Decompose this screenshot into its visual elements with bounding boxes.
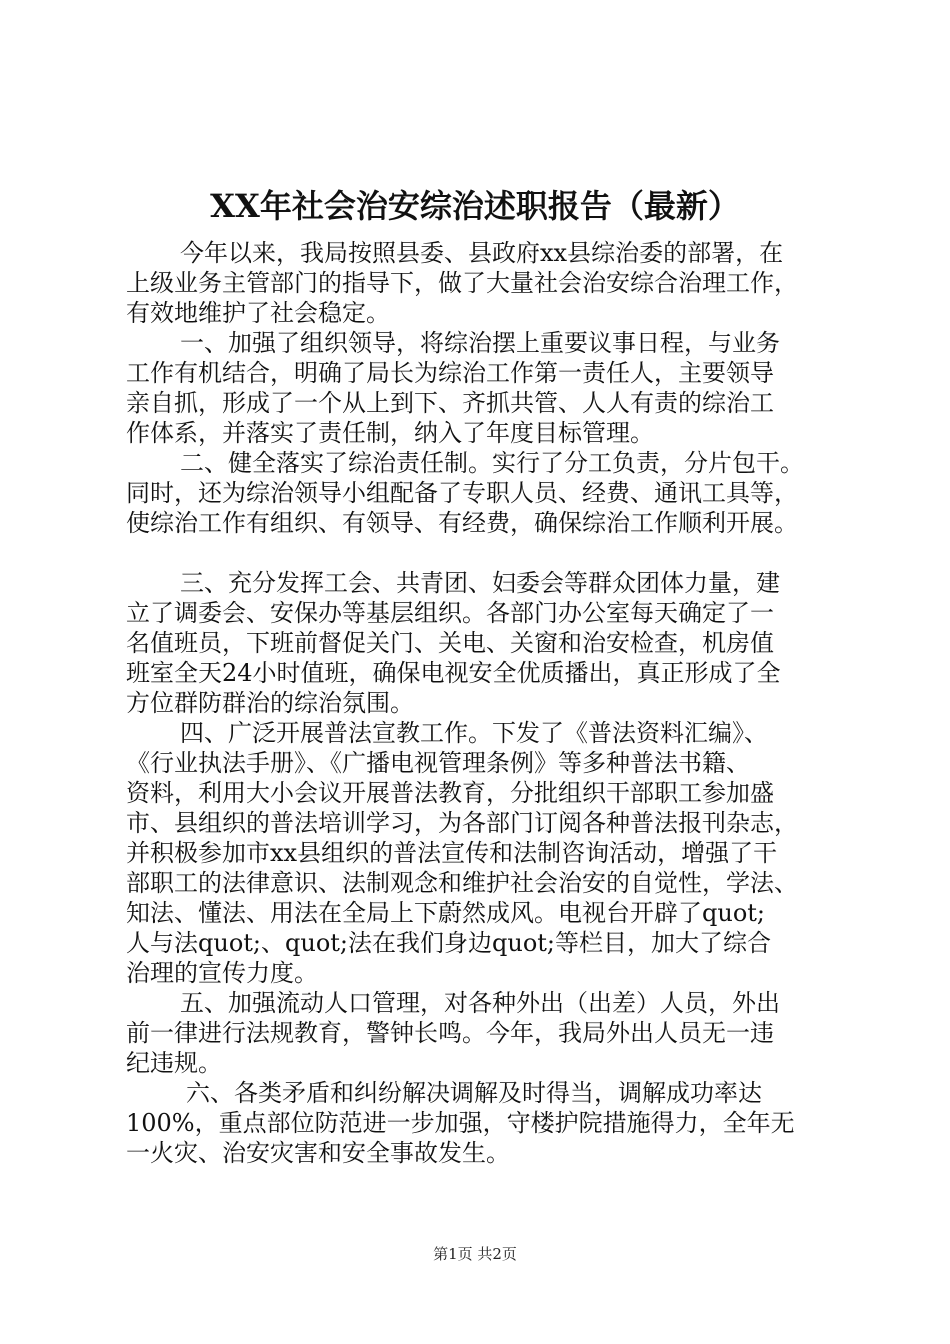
page-footer: 第1页 共2页 (433, 1245, 517, 1263)
paragraph-1 (126, 238, 836, 328)
text-line: 100%，重点部位防范进一步加强，守楼护院措施得力，全年无 (126, 1109, 795, 1137)
text-line: 一、加强了组织领导，将综治摆上重要议事日程，与业务 (180, 329, 780, 357)
paragraph-7 (126, 1078, 836, 1168)
text-line: 五、加强流动人口管理，对各种外出（出差）人员，外出 (180, 989, 780, 1017)
document-title: XX年社会治安综治述职报告（最新） (210, 187, 740, 225)
text-line: 班室全天24小时值班，确保电视安全优质播出，真正形成了全 (126, 659, 781, 687)
text-line: 工作有机结合，明确了局长为综治工作第一责任人，主要领导 (126, 359, 774, 387)
text-line: 作体系，并落实了责任制，纳入了年度目标管理。 (126, 419, 654, 447)
text-line: 部职工的法律意识、法制观念和维护社会治安的自觉性，学法、 (126, 869, 798, 897)
text-line: 立了调委会、安保办等基层组织。各部门办公室每天确定了一 (126, 599, 774, 627)
text-line: 前一律进行法规教育，警钟长鸣。今年，我局外出人员无一违 (126, 1019, 774, 1047)
text-line: 亲自抓，形成了一个从上到下、齐抓共管、人人有责的综治工 (126, 389, 774, 417)
text-line: 有效地维护了社会稳定。 (126, 299, 390, 327)
text-line: 二、健全落实了综治责任制。实行了分工负责，分片包干。 (180, 449, 804, 477)
paragraph-4 (126, 568, 836, 718)
text-line: 同时，还为综治领导小组配备了专职人员、经费、通讯工具等， (126, 479, 798, 507)
text-line: 使综治工作有组织、有领导、有经费，确保综治工作顺利开展。 (126, 509, 798, 537)
paragraph-3 (126, 448, 836, 538)
text-line: 知法、懂法、用法在全局上下蔚然成风。电视台开辟了quot; (126, 899, 765, 927)
text-line: 四、广泛开展普法宣教工作。下发了《普法资料汇编》、 (180, 719, 768, 747)
text-line: 三、充分发挥工会、共青团、妇委会等群众团体力量，建 (180, 569, 780, 597)
text-line: 《行业执法手册》、《广播电视管理条例》等多种普法书籍、 (126, 749, 750, 777)
paragraph-6 (126, 988, 836, 1078)
text-line: 市、县组织的普法培训学习，为各部门订阅各种普法报刊杂志， (126, 809, 798, 837)
document-body (126, 238, 836, 1168)
blank-line (126, 538, 836, 568)
text-line: 治理的宣传力度。 (126, 959, 318, 987)
text-line: 人与法quot;、quot;法在我们身边quot;等栏目，加大了综合 (126, 929, 771, 957)
text-line: 方位群防群治的综治氛围。 (126, 689, 414, 717)
text-line: 名值班员，下班前督促关门、关电、关窗和治安检查，机房值 (126, 629, 774, 657)
text-line: 资料，利用大小会议开展普法教育，分批组织干部职工参加盛 (126, 779, 774, 807)
text-line: 一火灾、治安灾害和安全事故发生。 (126, 1139, 510, 1167)
text-line: 今年以来，我局按照县委、县政府xx县综治委的部署，在 (180, 239, 784, 267)
paragraph-5 (126, 718, 836, 988)
text-line: 上级业务主管部门的指导下，做了大量社会治安综合治理工作， (126, 269, 798, 297)
paragraph-2 (126, 328, 836, 448)
text-line: 并积极参加市xx县组织的普法宣传和法制咨询活动，增强了干 (126, 839, 778, 867)
text-line: 六、各类矛盾和纠纷解决调解及时得当，调解成功率达 (186, 1079, 762, 1107)
text-line: 纪违规。 (126, 1049, 222, 1077)
